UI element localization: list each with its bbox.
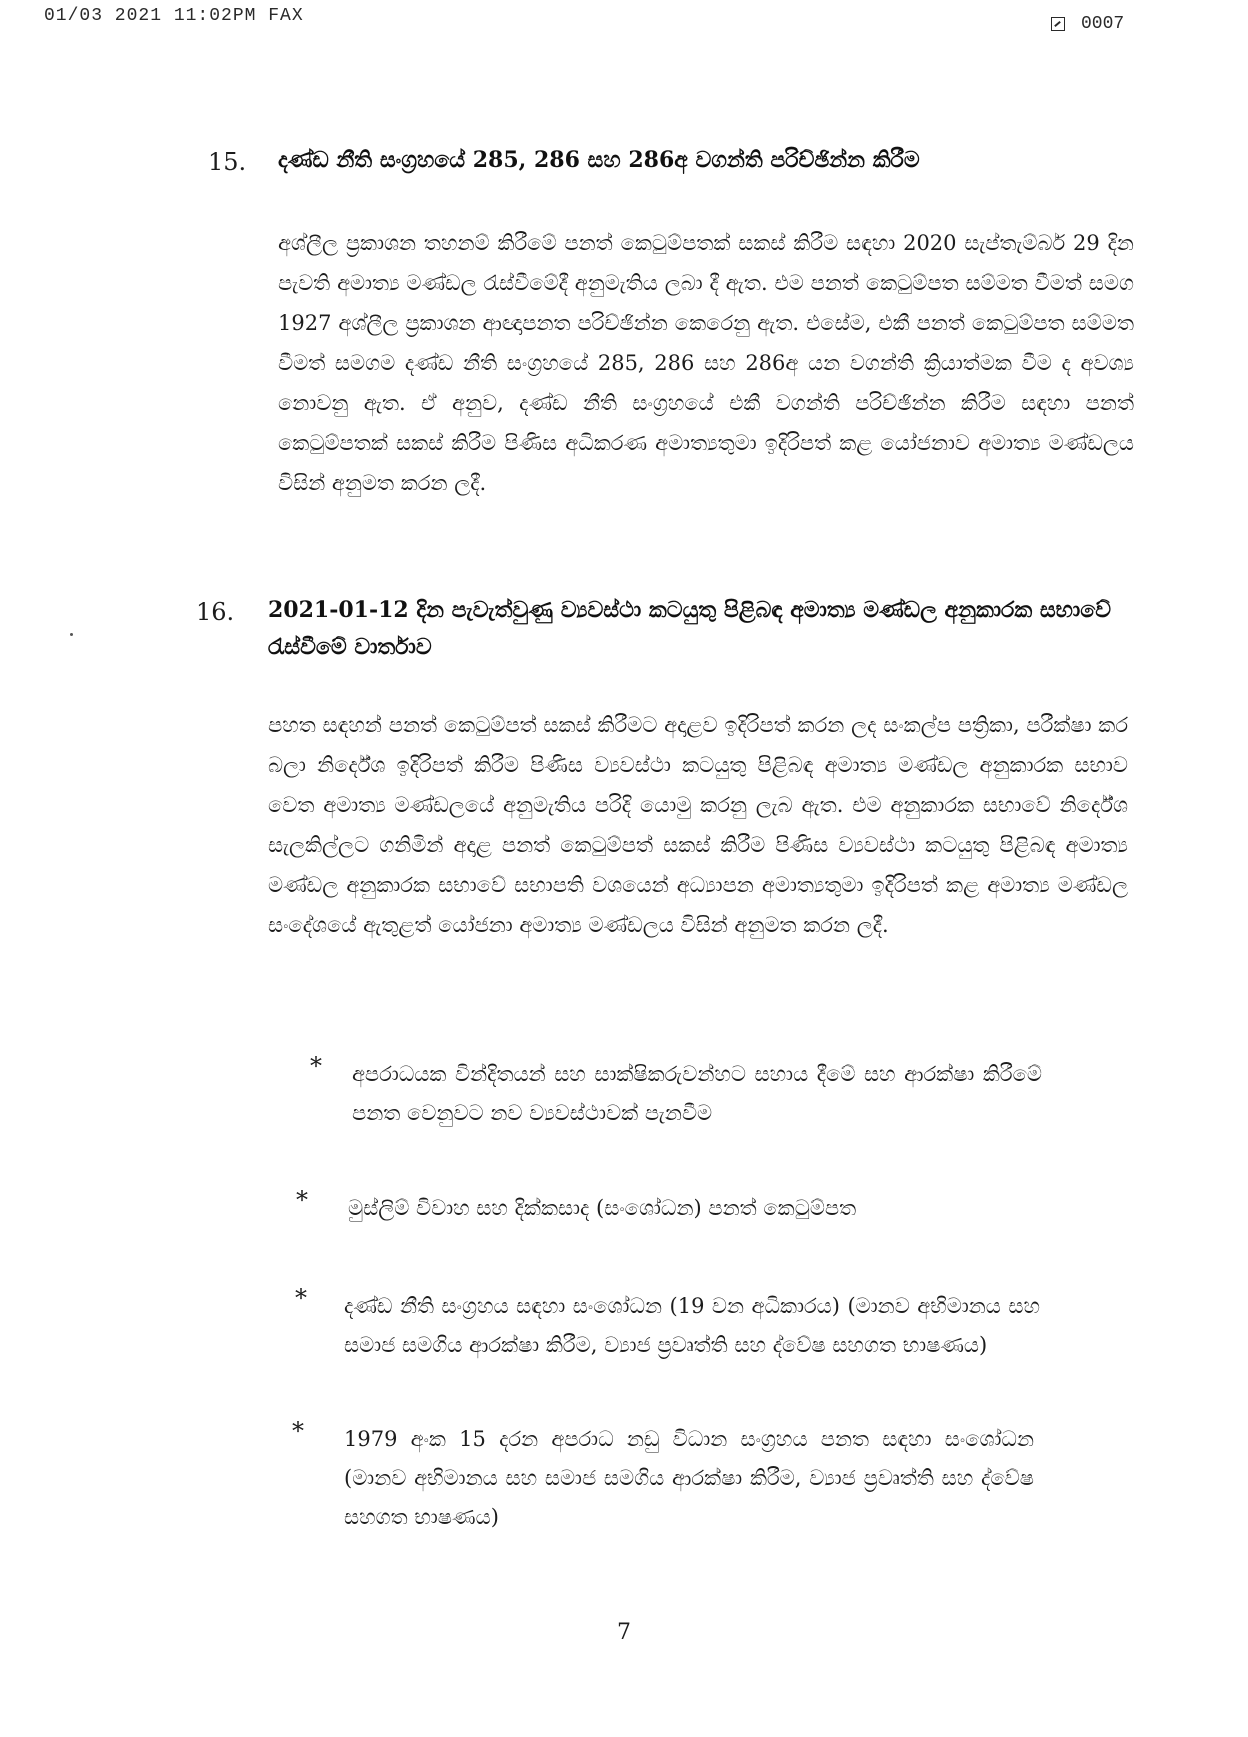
- scan-speck: [70, 633, 73, 636]
- bullet-marker: *: [296, 1186, 308, 1214]
- item-16-number: 16.: [196, 598, 235, 626]
- bullet-marker: *: [310, 1052, 322, 1080]
- item-16-body: පහත සඳහන් පනත් කෙටුම්පත් සකස් කිරීමට අදාළව ඉදිරිපත් කරන ලද සංකල්ප පත්‍රිකා, පරීක්ෂා කර බලා නිර්දේශ ඉදිරිපත් කිරීම පිණිස ව්‍යවස්ථා කටයුතු පිළිබඳ අමාත්‍ය මණ්ඩල අනුකාරක සභාව වෙත අමාත්‍ය මණ්ඩලයේ අනුමැතිය පරිදි යොමු කරනු ලැබ ඇත. එම අනුකාරක සභාවේ නිර්දේශ සැලකිල්ලට ගනිමින් අදාළ පනත් කෙටුම්පත් සකස් කිරීම පිණිස ව්‍යවස්ථා කටයුතු පිළිබඳ අමාත්‍ය මණ්ඩල අනුකාරක සභාවේ සභාපති වශයෙන් අධ්‍යාපන අමාත්‍යතුමා ඉදිරිපත් කළ අමාත්‍ය මණ්ඩල සංදේශයේ ඇතුළත් යෝජනා අමාත්‍ය මණ්ඩලය විසින් අනුමත කරන ලදී.: [268, 713, 1128, 937]
- item-15-number: 15.: [208, 148, 247, 176]
- fax-timestamp: 01/03 2021 11:02PM FAX: [44, 6, 304, 26]
- bullet-item-3: දණ්ඩ නීති සංග්‍රහය සඳහා සංශෝධන (19 වන අධිකාරය) (මානව අභිමානය සහ සමාජ සමගිය ආරක්ෂා කිරීම, ව්‍යාජ ප්‍රවෘත්ති සහ ද්වේෂ සහගත භාෂණය): [344, 1294, 1040, 1357]
- item-16-title: 2021-01-12 දින පැවැත්වුණු ව්‍යවස්ථා කටයුතු පිළිබඳ අමාත්‍ය මණ්ඩල අනුකාරක සභාවේ රැස්වීමේ වාර්තාව: [268, 597, 1112, 661]
- fax-checkbox-icon: [1051, 17, 1065, 31]
- fax-page-indicator: [1051, 14, 1124, 34]
- item-15-title: දණ්ඩ නීති සංග්‍රහයේ 285, 286 සහ 286අ වගන්ති පරිච්ඡින්න කිරීම: [278, 147, 920, 173]
- page-number: 7: [617, 1620, 631, 1645]
- fax-page-code: 0007: [1081, 14, 1125, 34]
- bullet-marker: *: [292, 1417, 304, 1445]
- bullet-item-1: අපරාධයක වින්දිතයන් සහ සාක්ෂිකරුවන්හට සහාය දීමේ සහ ආරක්ෂා කිරීමේ පනත වෙනුවට නව ව්‍යවස්ථාවක් පැනවීම: [352, 1062, 1042, 1125]
- bullet-item-2: මුස්ලිම් විවාහ සහ දික්කසාද (සංශෝධන) පනත් කෙටුම්පත: [348, 1196, 857, 1220]
- bullet-marker: *: [295, 1284, 307, 1312]
- item-15-body: අශ්ලීල ප්‍රකාශන තහනම් කිරීමේ පනත් කෙටුම්පතක් සකස් කිරීම සඳහා 2020 සැප්තැම්බර් 29 දින පැවති අමාත්‍ය මණ්ඩල රැස්වීමේදී අනුමැතිය ලබා දී ඇත. එම පනත් කෙටුම්පත සම්මත වීමත් සමග 1927 අශ්ලීල ප්‍රකාශන ආඥාපනත පරිච්ඡින්න කෙරෙනු ඇත. එසේම, එකී පනත් කෙටුම්පත සම්මත වීමත් සමගම දණ්ඩ නීති සංග්‍රහයේ 285, 286 සහ 286අ යන වගන්ති ක්‍රියාත්මක වීම ද අවශ්‍ය නොවනු ඇත. ඒ අනුව, දණ්ඩ නීති සංග්‍රහයේ එකී වගන්ති පරිච්ඡින්න කිරීම සඳහා පනත් කෙටුම්පතක් සකස් කිරීම පිණිස අධිකරණ අමාත්‍යතුමා ඉදිරිපත් කළ යෝජනාව අමාත්‍ය මණ්ඩලය විසින් අනුමත කරන ලදී.: [278, 231, 1134, 495]
- bullet-item-4: 1979 අංක 15 දරන අපරාධ නඩු විධාන සංග්‍රහය පනත සඳහා සංශෝධන (මානව අභිමානය සහ සමාජ සමගිය ආරක්ෂා කිරීම, ව්‍යාජ ප්‍රවෘත්ති සහ ද්වේෂ සහගත භාෂණය): [344, 1427, 1034, 1529]
